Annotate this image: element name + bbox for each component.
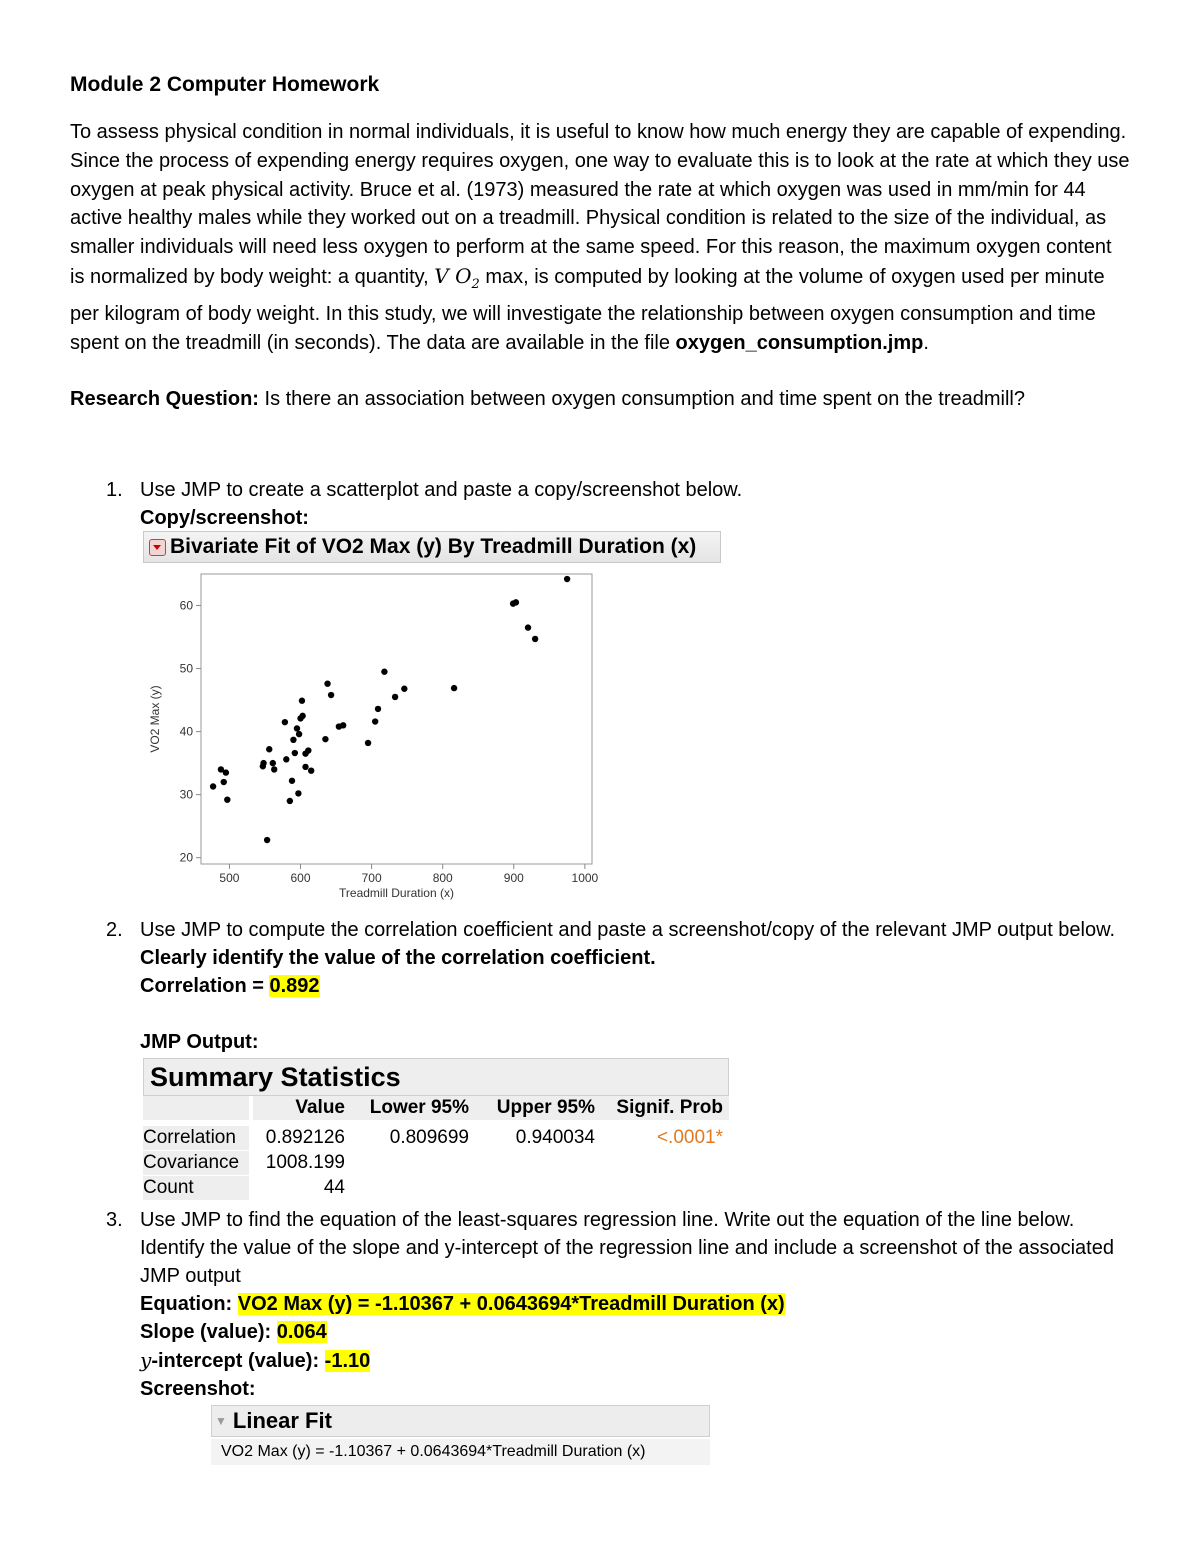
equation-answer: Equation: VO2 Max (y) = -1.10367 + 0.0643694*Treadmill Duration (x)	[140, 1293, 785, 1315]
linear-fit-equation: VO2 Max (y) = -1.10367 + 0.0643694*Treadmill Duration (x)	[211, 1439, 710, 1465]
vo2-symbol: V $O_2$	[434, 263, 480, 292]
plot-frame	[201, 574, 592, 864]
data-point[interactable]	[324, 680, 330, 686]
intro-paragraph: To assess physical condition in normal individuals, it is useful to know how much energy they are capable of expending. Since the process of expending energy requires oxygen, one way to evaluate this is to look at the rate at which they use oxygen at peak physical activity. Bruce et al. (1973) measured the rate at which oxygen was used in mm/min for 44 active healthy males while they worked out on a treadmill. Physical condition is related to the size of the individual, as smaller individuals will need less oxygen to perform at the same speed. For this reason, the maximum oxygen content is normalized by body weight: a quantity, V $O_2$ max, is computed by looking at the volume of oxygen used per minute per kilogram of body weight. In this study, we will investigate the relationship between oxygen consumption and time spent on the treadmill (in seconds). The data are available in the file oxygen_consumption.jmp.	[70, 121, 1130, 354]
data-point[interactable]	[282, 719, 288, 725]
bivariate-fit-panel	[143, 531, 721, 916]
data-point[interactable]	[290, 737, 296, 743]
row-label: Correlation	[143, 1126, 249, 1150]
cell-value: 1008.199	[265, 1152, 345, 1173]
data-point[interactable]	[525, 624, 531, 630]
bivariate-title: Bivariate Fit of VO2 Max (y) By Treadmill Duration (x)	[170, 535, 697, 558]
page-title: Module 2 Computer Homework	[70, 73, 380, 96]
cell-upper: 0.940034	[515, 1127, 595, 1148]
y-tick-label: 30	[179, 787, 193, 802]
column-divider	[249, 1096, 253, 1200]
x-tick-label: 700	[361, 871, 382, 885]
cell-prob: <.0001*	[656, 1127, 723, 1148]
question-2	[70, 916, 1130, 1056]
data-point[interactable]	[270, 760, 276, 766]
research-label: Research Question:	[70, 388, 259, 411]
x-tick-label: 1000	[571, 871, 599, 885]
table-header-row	[143, 1096, 729, 1120]
data-point[interactable]	[322, 736, 328, 742]
data-point[interactable]	[266, 746, 272, 752]
question-emphasis: Clearly identify the value of the correlation coefficient.	[140, 947, 656, 969]
copy-screenshot-label: Copy/screenshot:	[140, 507, 309, 529]
data-point[interactable]	[210, 783, 216, 789]
data-point[interactable]	[299, 713, 305, 719]
column-header: Lower 95%	[369, 1097, 469, 1118]
intercept-value: -1.10	[324, 1350, 371, 1372]
data-point[interactable]	[392, 694, 398, 700]
column-header: Signif. Prob	[616, 1097, 723, 1118]
x-tick-label: 900	[503, 871, 524, 885]
research-question	[70, 385, 1130, 413]
data-point[interactable]	[401, 686, 407, 692]
cell-lower: 0.809699	[389, 1127, 469, 1148]
data-point[interactable]	[375, 706, 381, 712]
data-point[interactable]	[289, 778, 295, 784]
slope-answer: Slope (value): 0.064	[140, 1321, 327, 1343]
x-tick-label: 500	[219, 871, 240, 885]
data-point[interactable]	[513, 599, 519, 605]
question-number: 3.	[106, 1209, 123, 1231]
data-point[interactable]	[221, 779, 227, 785]
table-row	[143, 1176, 729, 1200]
y-tick-label: 20	[179, 850, 193, 865]
row-label: Count	[143, 1176, 249, 1200]
question-1	[70, 476, 1130, 532]
data-point[interactable]	[372, 718, 378, 724]
question-3	[70, 1206, 1130, 1403]
x-tick-label: 600	[290, 871, 311, 885]
data-point[interactable]	[224, 796, 230, 802]
equation-value: VO2 Max (y) = -1.10367 + 0.0643694*Treadmill Duration (x)	[237, 1293, 785, 1315]
question-text: Use JMP to compute the correlation coefficient and paste a screenshot/copy of the relevant JMP output below. Clearly identify the value of the correlation coefficient.	[140, 919, 1116, 969]
intro-text: To assess physical condition in normal individuals, it is useful to know how much energy they are capable of expending. Since the process of expending energy requires oxygen, one way to evaluate this is to look at the rate at which they use oxygen at peak physical activity. Bruce et al. (1973) measured the rate at which oxygen was used in mm/min for 44 active healthy males while they worked out on a treadmill. Physical condition is related to the size of the individual, as smaller individuals will need less oxygen to perform at the same speed. For this reason, the maximum oxygen content is normalized by body weight: a quantity,	[70, 121, 1130, 288]
screenshot-label: Screenshot:	[140, 1378, 256, 1400]
x-tick-label: 800	[432, 871, 453, 885]
summary-statistics-panel	[143, 1058, 729, 1204]
linear-fit-panel	[211, 1405, 710, 1463]
data-point[interactable]	[287, 798, 293, 804]
correlation-value: 0.892	[269, 975, 320, 997]
cell-value: 44	[323, 1177, 345, 1198]
row-label: Covariance	[143, 1151, 249, 1175]
data-point[interactable]	[302, 764, 308, 770]
x-axis-label: Treadmill Duration (x)	[339, 886, 454, 900]
data-point[interactable]	[260, 760, 266, 766]
data-point[interactable]	[365, 740, 371, 746]
data-point[interactable]	[532, 636, 538, 642]
data-point[interactable]	[564, 576, 570, 582]
y-tick-label: 40	[179, 724, 193, 739]
linear-fit-header[interactable]	[211, 1405, 710, 1437]
y-tick-label: 60	[179, 598, 193, 613]
y-tick-label: 50	[179, 661, 193, 676]
data-file-name: oxygen_consumption.jmp	[675, 331, 924, 354]
column-header: Value	[295, 1097, 345, 1118]
data-point[interactable]	[340, 722, 346, 728]
y-axis-label: VO2 Max (y)	[148, 685, 162, 753]
data-point[interactable]	[292, 750, 298, 756]
scatterplot	[143, 563, 721, 916]
table-row	[143, 1126, 729, 1150]
intercept-answer: y-intercept (value): -1.10	[140, 1348, 371, 1372]
question-number: 1.	[106, 479, 123, 501]
jmp-output-label: JMP Output:	[140, 1031, 259, 1053]
disclosure-triangle-icon[interactable]: ▼	[215, 1414, 227, 1428]
data-point[interactable]	[299, 698, 305, 704]
question-number: 2.	[106, 919, 123, 941]
summary-title: Summary Statistics	[143, 1058, 729, 1096]
correlation-answer: Correlation = 0.892	[140, 975, 320, 997]
data-point[interactable]	[264, 837, 270, 843]
intro-text-2: max, is computed by looking at the volume of oxygen used per minute per kilogram of body weight. In this study, we will investigate the relationship between oxygen consumption and time spent on the treadmill (in seconds). The data are available in the file	[70, 265, 1105, 354]
data-point[interactable]	[294, 725, 300, 731]
red-triangle-menu-icon[interactable]	[149, 539, 166, 556]
data-point[interactable]	[283, 756, 289, 762]
data-point[interactable]	[271, 766, 277, 772]
question-text: Use JMP to find the equation of the least-squares regression line. Write out the equation of the line below. Identify the value of the slope and y-intercept of the regression line and include a screenshot of the associated JMP output	[140, 1209, 1114, 1287]
data-point[interactable]	[381, 669, 387, 675]
slope-value: 0.064	[276, 1321, 327, 1343]
column-header: Upper 95%	[496, 1097, 595, 1118]
data-point[interactable]	[308, 767, 314, 773]
data-point[interactable]	[305, 747, 311, 753]
data-point[interactable]	[328, 692, 334, 698]
table-row	[143, 1151, 729, 1175]
data-point[interactable]	[451, 685, 457, 691]
document	[70, 70, 1130, 413]
bivariate-header[interactable]	[143, 531, 721, 563]
cell-value: 0.892126	[265, 1127, 345, 1148]
research-text: Is there an association between oxygen consumption and time spent on the treadmill?	[258, 388, 1025, 411]
linear-fit-title: Linear Fit	[232, 1408, 332, 1433]
data-point[interactable]	[223, 769, 229, 775]
question-text: Use JMP to create a scatterplot and paste a copy/screenshot below.	[140, 479, 743, 501]
data-point[interactable]	[295, 790, 301, 796]
data-point[interactable]	[296, 731, 302, 737]
